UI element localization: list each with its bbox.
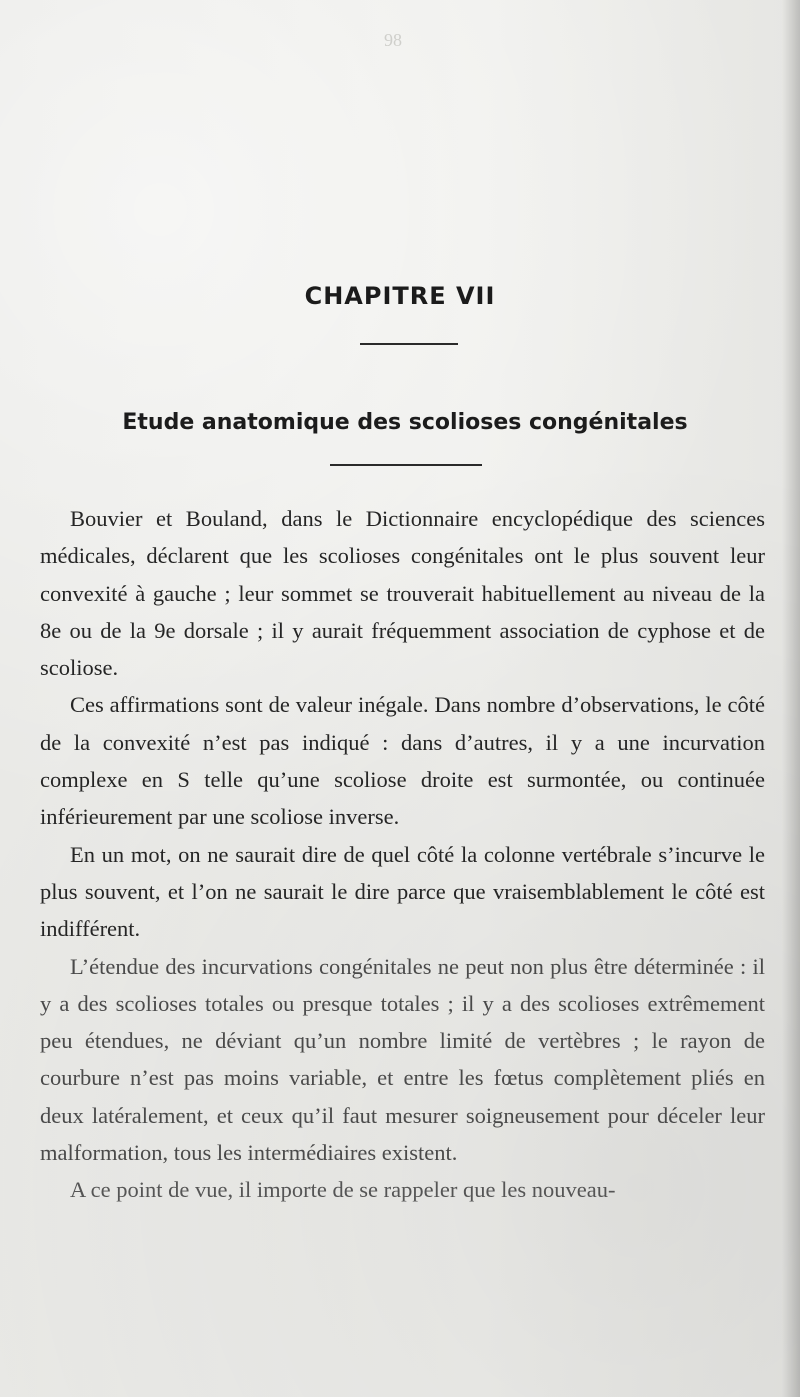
- paragraph-3: En un mot, on ne saurait dire de quel côté la colonne vertébrale s’incurve le plus souvent, et l’on ne saurait le dire parce que vraisemblablement le côté est indifférent.: [40, 841, 765, 942]
- paragraph-5: A ce point de vue, il importe de se rappeler que les nouveau-: [70, 1177, 616, 1203]
- section-divider: [330, 464, 482, 466]
- section-title: Etude anatomique des scolioses congénitales: [122, 410, 688, 435]
- page-edge-shadow: [782, 0, 800, 1397]
- paragraph-2: Ces affirmations sont de valeur inégale. Dans nombre d’observations, le côté de la convexité n’est pas indiqué : dans d’autres, il y a une incurvation complexe en S telle qu’une scoliose droite est surmontée, ou continuée inférieurement par une scoliose inverse.: [40, 692, 765, 830]
- chapter-divider: [360, 343, 458, 345]
- paragraph-4: L’étendue des incurvations congénitales ne peut non plus être déterminée : il y a des scolioses totales ou presque totales ; il y a des scolioses extrêmement peu étendues, ne déviant qu’un nombre limité de vertèbres ; le rayon de courbure n’est pas moins variable, et entre les fœtus complètement pliés en deux latéralement, et ceux qu’il faut mesurer soigneusement pour déceler leur malformation, tous les intermédiaires existent.: [40, 953, 765, 1166]
- paragraph-1: Bouvier et Bouland, dans le Dictionnaire encyclopédique des sciences médicales, déclarent que les scolioses congénitales ont le plus souvent leur convexité à gauche ; leur sommet se trouverait habituellement au niveau de la 8e ou de la 9e dorsale ; il y aurait fréquemment association de cyphose et de scoliose.: [40, 506, 765, 681]
- body-text: [40, 500, 765, 1209]
- chapter-title: CHAPITRE VII: [304, 282, 496, 310]
- page-number: 98: [384, 30, 402, 50]
